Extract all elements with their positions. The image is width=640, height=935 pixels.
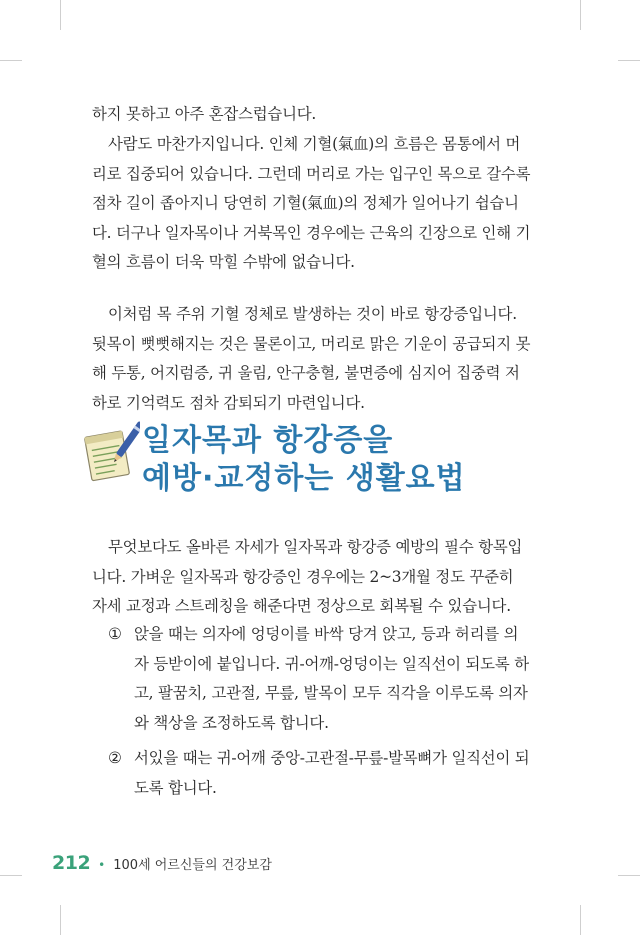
section-heading: [82, 414, 542, 514]
crop-mark: [60, 0, 61, 30]
tips-list: [92, 620, 532, 804]
crop-mark: [60, 905, 61, 935]
list-item-number: ②: [108, 749, 122, 768]
list-item-number: ①: [108, 625, 122, 643]
paragraph-hanggangjeung: 이처럼 목 주위 기혈 정체로 발생하는 것이 바로 항강증입니다. 뒷목이 뻣뻣해지는 것은 물론이고, 머리로 맑은 기운이 공급되지 못해 두통, 어지럼증, 귀 울림, 안구충혈, 불면증에 심지어 집중력 저하로 기억력도 점차 감퇴되기 마련입니다.: [92, 305, 531, 412]
section-title-line-1: 일자목과 항강증을: [142, 423, 394, 458]
crop-mark: [0, 60, 22, 61]
list-item-text: 앉을 때는 의자에 엉덩이를 바싹 당겨 앉고, 등과 허리를 의자 등받이에 붙입니다. 귀-어깨-엉덩이는 일직선이 되도록 하고, 팔꿈치, 고관절, 무릎, 발목이 모두 직각을 이루도록 의자와 책상을 조정하도록 합니다.: [134, 625, 529, 732]
page-number: 212: [52, 852, 91, 874]
crop-mark: [580, 905, 581, 935]
list-item-text: 서있을 때는 귀-어깨 중앙-고관절-무릎-발목뼈가 일직선이 되도록 합니다.: [134, 749, 530, 797]
book-title: 100세 어르신들의 건강보감: [113, 858, 272, 873]
footer-bullet: •: [98, 858, 106, 872]
list-item: [92, 620, 532, 738]
notepad-pen-icon: [82, 420, 140, 486]
paragraph-continuation: 하지 못하고 아주 혼잡스럽습니다.: [92, 105, 317, 123]
crop-mark: [0, 875, 22, 876]
section-title: [142, 422, 466, 498]
list-item: [92, 744, 532, 803]
page-footer: [52, 852, 272, 874]
paragraph-gihyeol: 사람도 마찬가지입니다. 인체 기혈(氣血)의 흐름은 몸통에서 머리로 집중되어 있습니다. 그런데 머리로 가는 입구인 목으로 갈수록 점차 길이 좁아지니 당연히 기혈(氣血)의 정체가 일어나기 쉽습니다. 더구나 일자목이나 거북목인 경우에는 근육의 긴장으로 인해 기혈의 흐름이 더욱 막힐 수밖에 없습니다.: [92, 135, 531, 272]
crop-mark: [618, 60, 640, 61]
crop-mark: [618, 875, 640, 876]
paragraph-intro: 무엇보다도 올바른 자세가 일자목과 항강증 예방의 필수 항목입니다. 가벼운 일자목과 항강증인 경우에는 2~3개월 정도 꾸준히 자세 교정과 스트레칭을 해준다면 정상으로 회복될 수 있습니다.: [92, 538, 523, 616]
section-title-line-2: 예방·교정하는 생활요법: [142, 461, 466, 496]
crop-mark: [580, 0, 581, 30]
